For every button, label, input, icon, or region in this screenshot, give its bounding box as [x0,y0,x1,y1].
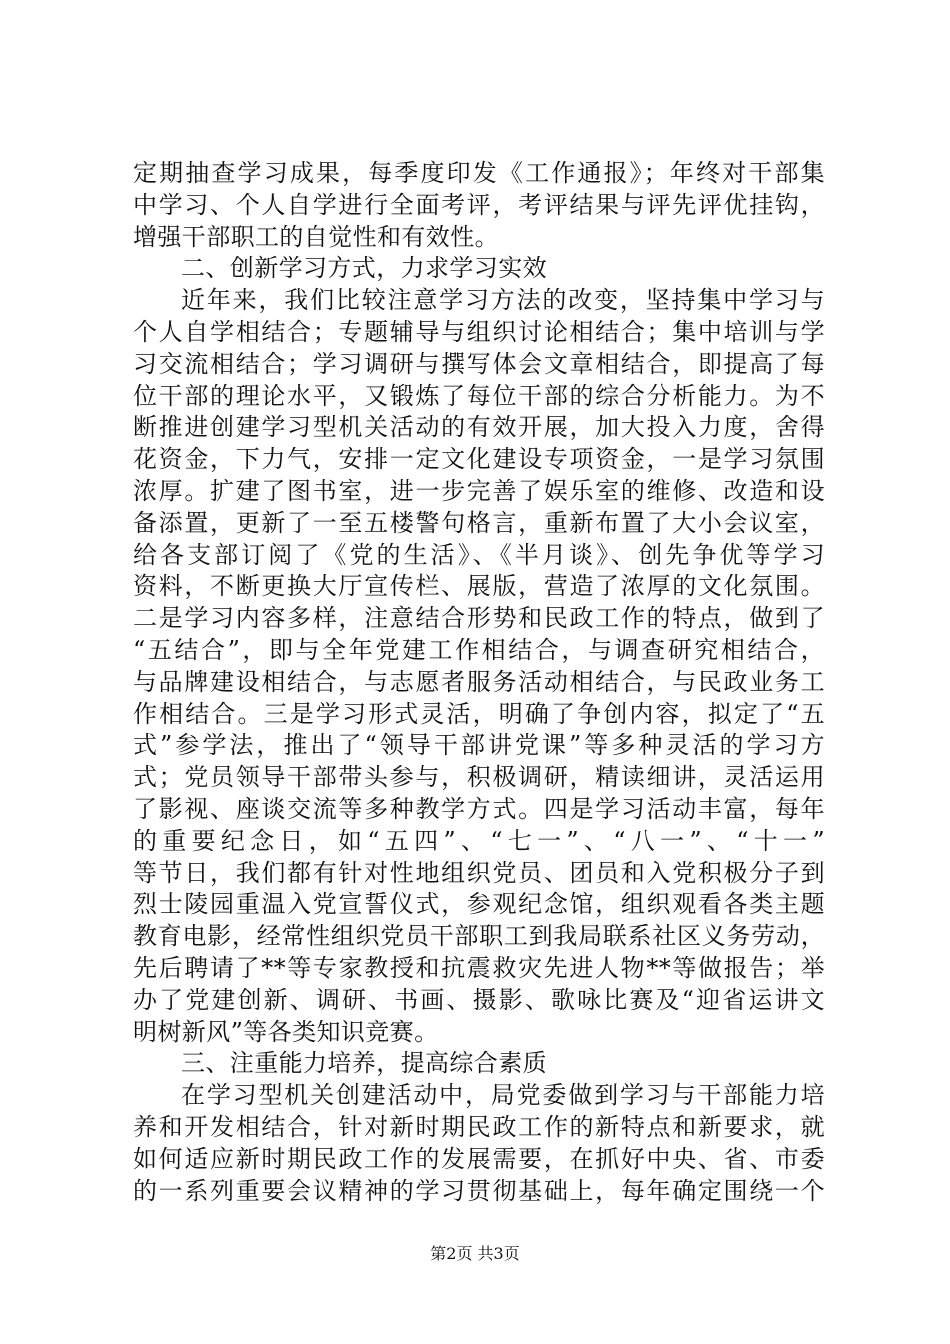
page-footer [0,1244,950,1264]
text-line: 式；党员领导干部带头参与，积极调研，精读细讲，灵活运用 [133,763,825,792]
text-line: 个人自学相结合；专题辅导与组织讨论相结合；集中培训与学 [133,317,825,346]
text-line: 先后聘请了**等专家教授和抗震救灾先进人物**等做报告；举 [133,953,825,982]
text-line: 资料，不断更换大厅宣传栏、展版，营造了浓厚的文化氛围。 [133,572,825,601]
text-line: 习交流相结合；学习调研与撰写体会文章相结合，即提高了每 [133,349,825,378]
document-body [133,158,825,1207]
text-line: 了影视、座谈交流等多种教学方式。四是学习活动丰富，每年 [133,794,825,823]
text-line: 作相结合。三是学习形式灵活，明确了争创内容，拟定了“五 [133,699,825,728]
section-heading: 三、注重能力培养，提高综合素质 [181,1049,547,1078]
text-line: 位干部的理论水平，又锻炼了每位干部的综合分析能力。为不 [133,381,825,410]
text-line: 式”参学法，推出了“领导干部讲党课”等多种灵活的学习方 [133,731,825,760]
page-number-label: 第2页 共3页 [430,1244,520,1263]
text-line: 在学习型机关创建活动中，局党委做到学习与干部能力培 [181,1081,825,1110]
text-line: 给各支部订阅了《党的生活》、《半月谈》、创先争优等学习 [133,540,825,569]
text-line: 与品牌建设相结合，与志愿者服务活动相结合，与民政业务工 [133,667,825,696]
text-line: 教育电影，经常性组织党员干部职工到我局联系社区义务劳动， [133,922,825,951]
text-line: 等节日，我们都有针对性地组织党员、团员和入党积极分子到 [133,858,825,887]
text-line: 养和开发相结合，针对新时期民政工作的新特点和新要求，就 [133,1112,825,1141]
text-line: 增强干部职工的自觉性和有效性。 [133,222,499,251]
text-line: 断推进创建学习型机关活动的有效开展，加大投入力度，舍得 [133,413,825,442]
text-line: 烈士陵园重温入党宣誓仪式，参观纪念馆，组织观看各类主题 [133,890,825,919]
text-line: 定期抽查学习成果，每季度印发《工作通报》；年终对干部集 [133,159,825,187]
section-heading: 二、创新学习方式，力求学习实效 [181,254,547,283]
text-line: 二是学习内容多样，注意结合形势和民政工作的特点，做到了 [133,604,825,633]
text-line: 花资金，下力气，安排一定文化建设专项资金，一是学习氛围 [133,445,825,474]
text-line: 中学习、个人自学进行全面考评，考评结果与评先评优挂钩， [133,190,825,219]
text-line: 如何适应新时期民政工作的发展需要，在抓好中央、省、市委 [133,1144,825,1173]
text-line: 近年来，我们比较注意学习方法的改变，坚持集中学习与 [181,286,825,315]
text-line: 备添置，更新了一至五楼警句格言，重新布置了大小会议室， [133,508,825,537]
text-line: 的一系列重要会议精神的学习贯彻基础上，每年确定围绕一个 [133,1176,825,1205]
text-line: 明树新风”等各类知识竞赛。 [133,1017,439,1046]
text-line: 办了党建创新、调研、书画、摄影、歌咏比赛及“迎省运讲文 [133,985,825,1014]
text-line: 浓厚。扩建了图书室，进一步完善了娱乐室的维修、改造和设 [133,476,825,505]
text-line: 的重要纪念日，如“五四”、“七一”、“八一”、“十一” [133,826,825,855]
text-line: “五结合”，即与全年党建工作相结合，与调查研究相结合， [133,635,825,664]
